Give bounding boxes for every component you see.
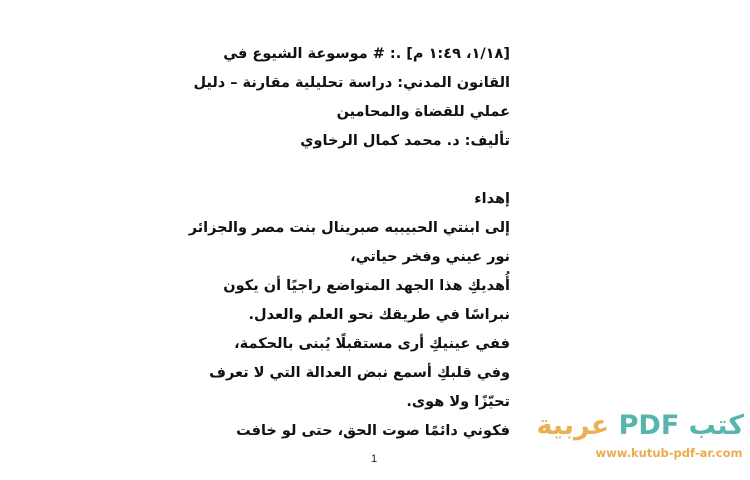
- dedication-line-8: فكوني دائمًا صوت الحق، حتى لو خافت: [236, 423, 510, 439]
- dedication-title: إهداء: [474, 191, 510, 207]
- watermark-logo-text: [536, 408, 744, 444]
- dedication-line-7: تحيّزًا ولا هوى.: [406, 394, 510, 410]
- dedication-line-4: نبراسًا في طريقك نحو العلم والعدل.: [248, 307, 510, 323]
- dedication-line-5: ففي عينيكِ أرى مستقبلًا يُبنى بالحكمة،: [234, 336, 510, 352]
- page-number: 1: [370, 453, 378, 465]
- dedication-line-2: نور عيني وفخر حياتي،: [350, 249, 510, 265]
- author-line: تأليف: د. محمد كمال الرخاوي: [300, 133, 510, 149]
- dedication-line-3: أُهديكِ هذا الجهد المتواضع راجيًا أن يكون: [223, 278, 510, 294]
- header-line-3: عملي للقضاة والمحامين: [336, 104, 510, 120]
- watermark-url: www.kutub-pdf-ar.com: [595, 446, 743, 460]
- header-line-2: القانون المدني: دراسة تحليلية مقارنة – دليل: [193, 75, 510, 91]
- document-text: [110, 40, 510, 446]
- watermark-title-part: كتب PDF: [618, 410, 744, 441]
- paragraph-gap: [110, 156, 510, 185]
- dedication-line-6: وفي قلبكِ أسمع نبض العدالة التي لا تعرف: [209, 365, 510, 381]
- dedication-line-1: إلى ابنتي الحبيببه صبرينال بنت مصر والجزائر: [188, 220, 510, 236]
- header-line-1: [١/١٨، ١:٤٩ م] .: # موسوعة الشيوع في: [223, 46, 510, 62]
- watermark-brand-part: عربية: [536, 410, 610, 441]
- site-watermark: [536, 408, 744, 462]
